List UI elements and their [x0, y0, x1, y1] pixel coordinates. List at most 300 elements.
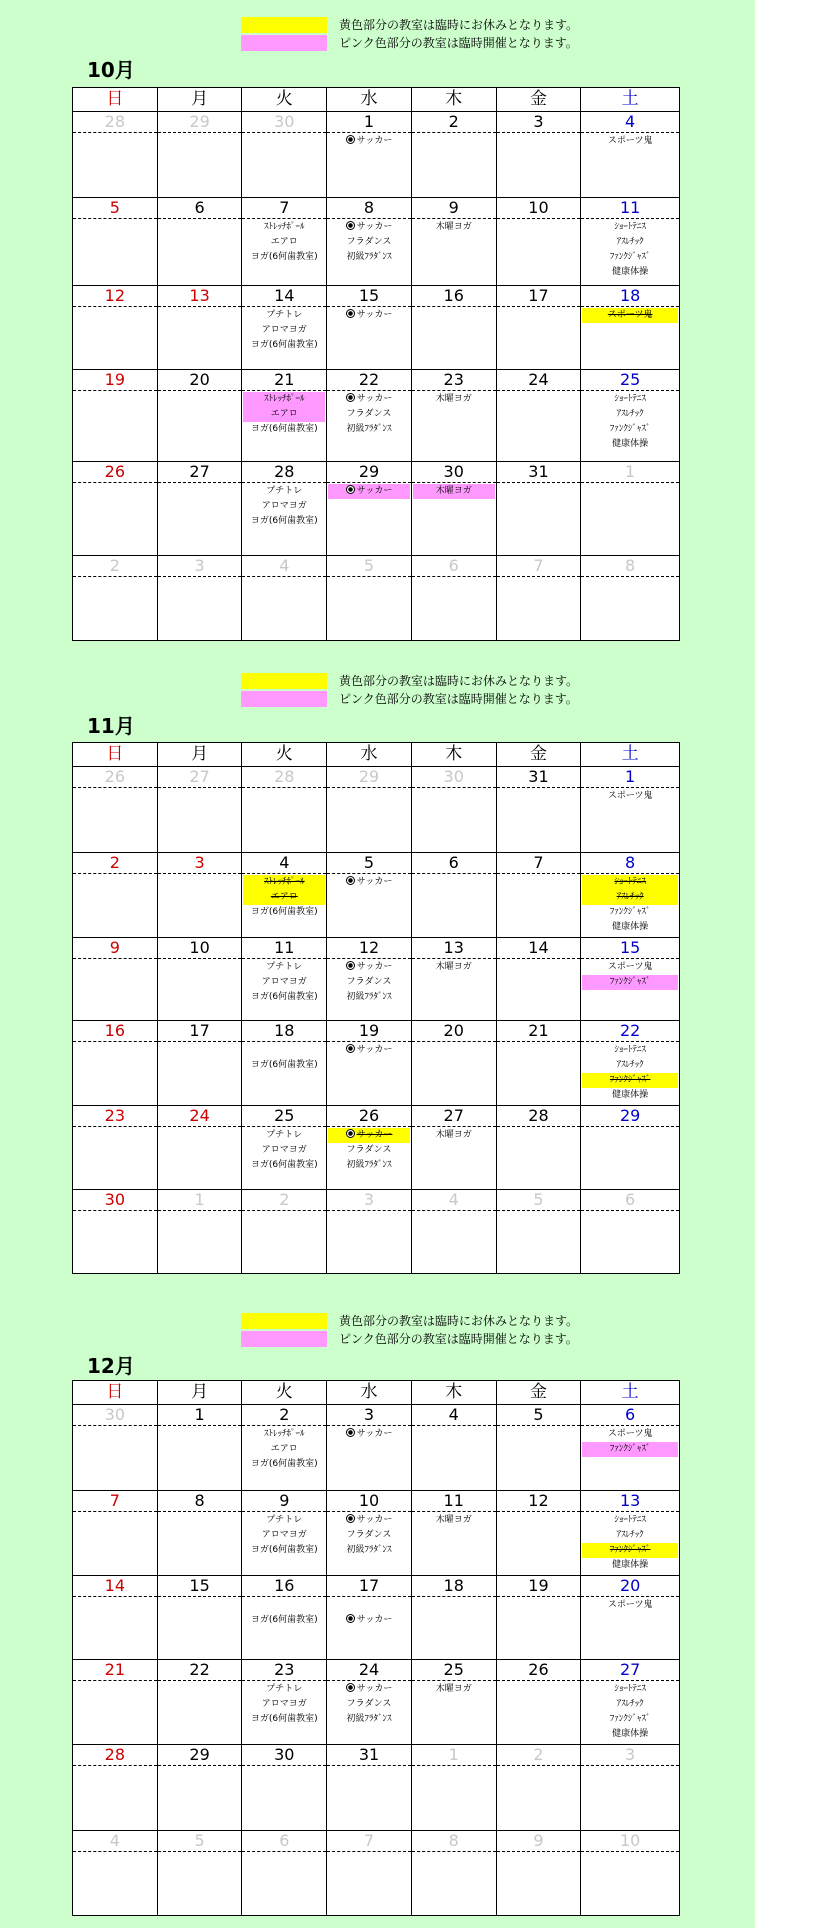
day-cell	[497, 1021, 582, 1105]
day-cell	[73, 1405, 158, 1490]
day-cell	[581, 1190, 679, 1273]
day-number: 5	[158, 1831, 242, 1852]
class-name: サッカー	[356, 1615, 393, 1625]
day-number: 29	[158, 112, 242, 133]
day-cell	[497, 853, 582, 937]
day-events	[158, 1766, 242, 1767]
day-number: 10	[158, 938, 242, 959]
day-cell	[327, 938, 412, 1020]
soccer-ball-icon	[346, 961, 355, 970]
class-name: エアロ	[270, 892, 298, 902]
day-number: 22	[158, 1660, 242, 1681]
class-name: サッカー	[356, 877, 393, 887]
class-event	[328, 1598, 410, 1613]
weekday-label: 月	[158, 1381, 243, 1404]
class-name: ヨガ(6何歯教室)	[250, 424, 318, 434]
soccer-ball-icon	[346, 309, 355, 318]
class-name: 木曜ヨガ	[435, 1684, 472, 1694]
day-cell	[581, 112, 679, 197]
class-event	[413, 960, 495, 975]
day-number: 26	[73, 462, 157, 483]
class-name: 健康体操	[612, 439, 649, 449]
day-number: 6	[158, 198, 242, 219]
day-events	[242, 219, 326, 265]
class-name: エアロ	[270, 409, 298, 419]
class-name: ｼｮｰﾄﾃﾆｽ	[614, 877, 646, 887]
day-cell	[581, 286, 679, 369]
soccer-ball-icon	[346, 1683, 355, 1692]
day-cell	[581, 1831, 679, 1915]
class-event	[328, 1712, 410, 1727]
day-number: 6	[242, 1831, 326, 1852]
day-cell	[158, 1021, 243, 1105]
day-events	[158, 307, 242, 308]
legend-row-closed	[241, 1312, 741, 1330]
day-cell	[158, 767, 243, 852]
class-name: アロマヨガ	[261, 1530, 307, 1540]
week-row	[73, 1831, 679, 1915]
class-event	[243, 484, 325, 499]
day-events	[73, 219, 157, 220]
day-events	[412, 1766, 496, 1767]
day-events	[158, 1127, 242, 1128]
day-number: 2	[497, 1745, 581, 1766]
day-cell	[158, 1660, 243, 1744]
day-cell	[73, 198, 158, 285]
day-events	[327, 1042, 411, 1058]
day-events	[412, 959, 496, 975]
day-cell	[497, 198, 582, 285]
day-number: 2	[242, 1190, 326, 1211]
day-cell	[327, 1491, 412, 1575]
day-cell	[73, 1491, 158, 1575]
day-cell	[581, 1745, 679, 1830]
day-number: 8	[581, 556, 679, 577]
class-name: 健康体操	[612, 267, 649, 277]
day-number: 23	[412, 370, 496, 391]
day-events	[581, 483, 679, 484]
class-name: フラダンス	[346, 237, 392, 247]
class-name: ヨガ(6何歯教室)	[250, 1459, 318, 1469]
class-event	[582, 235, 678, 250]
class-event	[243, 1457, 325, 1472]
day-number: 31	[497, 462, 581, 483]
day-events	[327, 788, 411, 789]
pink-swatch	[241, 35, 327, 51]
day-cell	[581, 462, 679, 555]
class-event	[582, 975, 678, 990]
week-row	[73, 1576, 679, 1660]
class-name: アロマヨガ	[261, 977, 307, 987]
day-cell	[158, 370, 243, 461]
day-cell	[242, 853, 327, 937]
class-name: ﾌｧﾝｸｼﾞｬｽﾞ	[609, 907, 651, 917]
day-events	[327, 959, 411, 1005]
weekday-label: 土	[621, 744, 639, 764]
class-event	[243, 1712, 325, 1727]
class-name: スポーツ鬼	[607, 136, 653, 146]
day-cell	[242, 556, 327, 640]
day-events	[242, 577, 326, 578]
class-name: エアロ	[270, 1444, 298, 1454]
day-cell	[412, 556, 497, 640]
class-name: アロマヨガ	[261, 501, 307, 511]
day-events	[497, 1852, 581, 1853]
legend-row-extra	[241, 690, 741, 708]
day-number: 5	[327, 556, 411, 577]
day-number: 19	[497, 1576, 581, 1597]
class-name: フラダンス	[346, 1145, 392, 1155]
day-cell	[497, 1491, 582, 1575]
class-event	[413, 1128, 495, 1143]
day-cell	[497, 556, 582, 640]
class-event	[328, 235, 410, 250]
day-number: 10	[497, 198, 581, 219]
day-cell	[73, 462, 158, 555]
day-number: 20	[581, 1576, 679, 1597]
day-events	[412, 219, 496, 235]
day-number: 28	[73, 1745, 157, 1766]
day-cell	[158, 286, 243, 369]
legend-text-closed: 黄色部分の教室は臨時にお休みとなります。	[339, 674, 579, 688]
day-cell	[327, 1106, 412, 1189]
day-events	[412, 483, 496, 499]
class-name: 健康体操	[612, 922, 649, 932]
day-events	[412, 307, 496, 308]
day-cell	[242, 1021, 327, 1105]
legend	[241, 1312, 741, 1348]
class-event	[243, 890, 325, 905]
weekday-label: 木	[412, 743, 497, 766]
day-events	[327, 1681, 411, 1727]
class-event	[413, 1682, 495, 1697]
day-cell	[497, 1106, 582, 1189]
day-events	[581, 1852, 679, 1853]
class-name: フラダンス	[346, 1530, 392, 1540]
day-cell	[412, 938, 497, 1020]
class-name: サッカー	[356, 486, 393, 496]
day-number: 21	[497, 1021, 581, 1042]
day-number: 13	[158, 286, 242, 307]
class-name: ｱｽﾚﾁｯｸ	[616, 1699, 644, 1709]
class-event	[582, 1558, 678, 1573]
class-name: 初級ﾌﾗﾀﾞﾝｽ	[346, 1160, 392, 1170]
day-events	[158, 1426, 242, 1427]
class-name: 健康体操	[612, 1560, 649, 1570]
day-cell	[242, 1660, 327, 1744]
day-events	[412, 874, 496, 875]
class-name: サッカー	[356, 1045, 393, 1055]
class-event	[328, 1697, 410, 1712]
day-events	[242, 483, 326, 529]
day-number: 27	[158, 462, 242, 483]
day-events	[327, 1597, 411, 1628]
class-event	[243, 1598, 325, 1613]
day-number: 5	[497, 1190, 581, 1211]
class-event	[328, 308, 410, 323]
day-number: 15	[327, 286, 411, 307]
class-event	[243, 1613, 325, 1628]
day-number: 22	[327, 370, 411, 391]
day-events	[327, 1127, 411, 1173]
legend-text-extra: ピンク色部分の教室は臨時開催となります。	[339, 692, 578, 706]
day-number: 2	[73, 853, 157, 874]
class-event	[243, 875, 325, 890]
class-event	[582, 1598, 678, 1613]
class-name: ｱｽﾚﾁｯｸ	[616, 1530, 644, 1540]
soccer-ball-icon	[346, 1129, 355, 1138]
class-event	[328, 990, 410, 1005]
day-number: 18	[412, 1576, 496, 1597]
weekday-label: 水	[327, 88, 412, 111]
soccer-ball-icon	[346, 485, 355, 494]
class-name: ヨガ(6何歯教室)	[250, 1060, 318, 1070]
class-name: サッカー	[356, 1684, 393, 1694]
class-name: サッカー	[356, 962, 393, 972]
day-events	[73, 1681, 157, 1682]
day-events	[497, 788, 581, 789]
class-event	[582, 437, 678, 452]
class-event	[243, 338, 325, 353]
day-events	[412, 1852, 496, 1853]
day-cell	[327, 1576, 412, 1659]
class-name: プチトレ	[266, 962, 303, 972]
day-events	[242, 1597, 326, 1628]
class-event	[582, 1058, 678, 1073]
day-cell	[581, 1660, 679, 1744]
day-cell	[327, 112, 412, 197]
day-number: 18	[581, 286, 679, 307]
class-event	[328, 1513, 410, 1528]
class-name: ヨガ(6何歯教室)	[250, 516, 318, 526]
day-number: 16	[73, 1021, 157, 1042]
class-event	[328, 250, 410, 265]
week-row	[73, 938, 679, 1021]
class-name: アロマヨガ	[261, 1699, 307, 1709]
day-cell	[412, 1491, 497, 1575]
day-number: 30	[73, 1405, 157, 1426]
day-cell	[581, 1021, 679, 1105]
day-events	[158, 1211, 242, 1212]
pink-swatch	[241, 691, 327, 707]
week-row	[73, 767, 679, 853]
day-number: 9	[412, 198, 496, 219]
class-event	[582, 1043, 678, 1058]
class-event	[328, 134, 410, 149]
day-events	[73, 1766, 157, 1767]
day-events	[158, 219, 242, 220]
day-cell	[581, 198, 679, 285]
day-events	[497, 1211, 581, 1212]
day-number: 17	[158, 1021, 242, 1042]
day-events	[327, 391, 411, 437]
day-cell	[497, 286, 582, 369]
day-number: 10	[327, 1491, 411, 1512]
day-number: 16	[242, 1576, 326, 1597]
day-number: 1	[581, 462, 679, 483]
day-number: 9	[242, 1491, 326, 1512]
class-name: 初級ﾌﾗﾀﾞﾝｽ	[346, 424, 392, 434]
class-event	[582, 134, 678, 149]
day-events	[242, 391, 326, 437]
class-event	[243, 514, 325, 529]
day-events	[73, 788, 157, 789]
day-cell	[242, 112, 327, 197]
calendar-grid	[72, 1380, 680, 1916]
day-events	[412, 788, 496, 789]
day-number: 3	[158, 853, 242, 874]
day-cell	[581, 370, 679, 461]
day-cell	[327, 1660, 412, 1744]
day-number: 29	[581, 1106, 679, 1127]
day-cell	[412, 1660, 497, 1744]
class-event	[328, 392, 410, 407]
day-events	[242, 874, 326, 920]
day-events	[158, 1042, 242, 1043]
class-name: スポーツ鬼	[607, 1429, 653, 1439]
day-number: 27	[581, 1660, 679, 1681]
class-event	[243, 1058, 325, 1073]
class-name: プチトレ	[266, 1130, 303, 1140]
day-number: 21	[73, 1660, 157, 1681]
day-cell	[581, 1491, 679, 1575]
day-number: 6	[412, 853, 496, 874]
day-cell	[327, 1021, 412, 1105]
weekday-label: 金	[497, 743, 582, 766]
class-name: 健康体操	[612, 1729, 649, 1739]
class-event	[328, 975, 410, 990]
class-name: 初級ﾌﾗﾀﾞﾝｽ	[346, 992, 392, 1002]
class-name: ｼｮｰﾄﾃﾆｽ	[614, 394, 646, 404]
day-events	[497, 1512, 581, 1513]
day-number: 31	[497, 767, 581, 788]
day-cell	[242, 1190, 327, 1273]
day-events	[581, 959, 679, 990]
week-row	[73, 1106, 679, 1190]
day-events	[242, 788, 326, 789]
day-number: 7	[327, 1831, 411, 1852]
legend-text-closed: 黄色部分の教室は臨時にお休みとなります。	[339, 1314, 579, 1328]
class-name: ヨガ(6何歯教室)	[250, 1545, 318, 1555]
class-name: サッカー	[356, 1130, 393, 1140]
day-number: 6	[412, 556, 496, 577]
class-event	[328, 1528, 410, 1543]
day-events	[73, 1211, 157, 1212]
day-number: 30	[412, 767, 496, 788]
day-cell	[73, 767, 158, 852]
class-event	[582, 890, 678, 905]
class-event	[243, 1143, 325, 1158]
day-number: 12	[497, 1491, 581, 1512]
class-event	[243, 250, 325, 265]
day-events	[73, 1852, 157, 1853]
month-title: 11月	[87, 714, 135, 738]
week-row	[73, 370, 679, 462]
day-number: 1	[412, 1745, 496, 1766]
day-events	[412, 1512, 496, 1528]
class-event	[243, 392, 325, 407]
day-events	[581, 577, 679, 578]
class-name: ｽﾄﾚｯﾁﾎﾟｰﾙ	[264, 222, 305, 232]
class-event	[582, 265, 678, 280]
day-events	[412, 577, 496, 578]
day-events	[242, 1211, 326, 1212]
day-cell	[412, 1831, 497, 1915]
day-number: 14	[242, 286, 326, 307]
day-events	[242, 1681, 326, 1727]
day-cell	[73, 370, 158, 461]
day-number: 5	[497, 1405, 581, 1426]
class-event	[582, 920, 678, 935]
day-events	[158, 577, 242, 578]
class-name: スポーツ鬼	[607, 791, 653, 801]
day-events	[497, 1681, 581, 1682]
day-number: 7	[497, 853, 581, 874]
class-event	[243, 235, 325, 250]
class-name: フラダンス	[346, 409, 392, 419]
day-cell	[242, 1745, 327, 1830]
class-name: ｼｮｰﾄﾃﾆｽ	[614, 1684, 646, 1694]
week-row	[73, 462, 679, 556]
class-name: ｱｽﾚﾁｯｸ	[616, 237, 644, 247]
day-number: 15	[158, 1576, 242, 1597]
day-number: 12	[327, 938, 411, 959]
day-events	[581, 788, 679, 804]
day-events	[497, 1597, 581, 1598]
day-cell	[73, 1660, 158, 1744]
week-row	[73, 198, 679, 286]
day-cell	[242, 198, 327, 285]
weekday-header	[73, 1381, 679, 1405]
day-events	[497, 1042, 581, 1043]
day-cell	[497, 462, 582, 555]
day-number: 28	[73, 112, 157, 133]
class-event	[328, 1128, 410, 1143]
day-cell	[158, 1831, 243, 1915]
weekday-label: 土	[621, 89, 639, 109]
class-event	[582, 789, 678, 804]
day-events	[327, 1512, 411, 1558]
class-name: 木曜ヨガ	[435, 394, 472, 404]
week-row	[73, 1745, 679, 1831]
class-name: 初級ﾌﾗﾀﾞﾝｽ	[346, 1545, 392, 1555]
day-number: 25	[412, 1660, 496, 1681]
day-cell	[158, 1190, 243, 1273]
day-events	[158, 483, 242, 484]
day-events	[581, 391, 679, 452]
day-events	[327, 1426, 411, 1442]
day-number: 4	[242, 556, 326, 577]
class-name: ﾌｧﾝｸｼﾞｬｽﾞ	[609, 1545, 651, 1555]
day-number: 3	[581, 1745, 679, 1766]
day-events	[497, 307, 581, 308]
day-cell	[412, 1745, 497, 1830]
class-name: アロマヨガ	[261, 1145, 307, 1155]
calendar-grid	[72, 87, 680, 641]
day-number: 3	[158, 556, 242, 577]
day-cell	[412, 767, 497, 852]
day-events	[581, 1127, 679, 1128]
day-cell	[327, 462, 412, 555]
weekday-label: 火	[242, 88, 327, 111]
day-cell	[73, 556, 158, 640]
soccer-ball-icon	[346, 221, 355, 230]
day-number: 11	[412, 1491, 496, 1512]
day-cell	[412, 1405, 497, 1490]
weekday-label: 水	[327, 1381, 412, 1404]
day-cell	[581, 1106, 679, 1189]
day-cell	[497, 938, 582, 1020]
